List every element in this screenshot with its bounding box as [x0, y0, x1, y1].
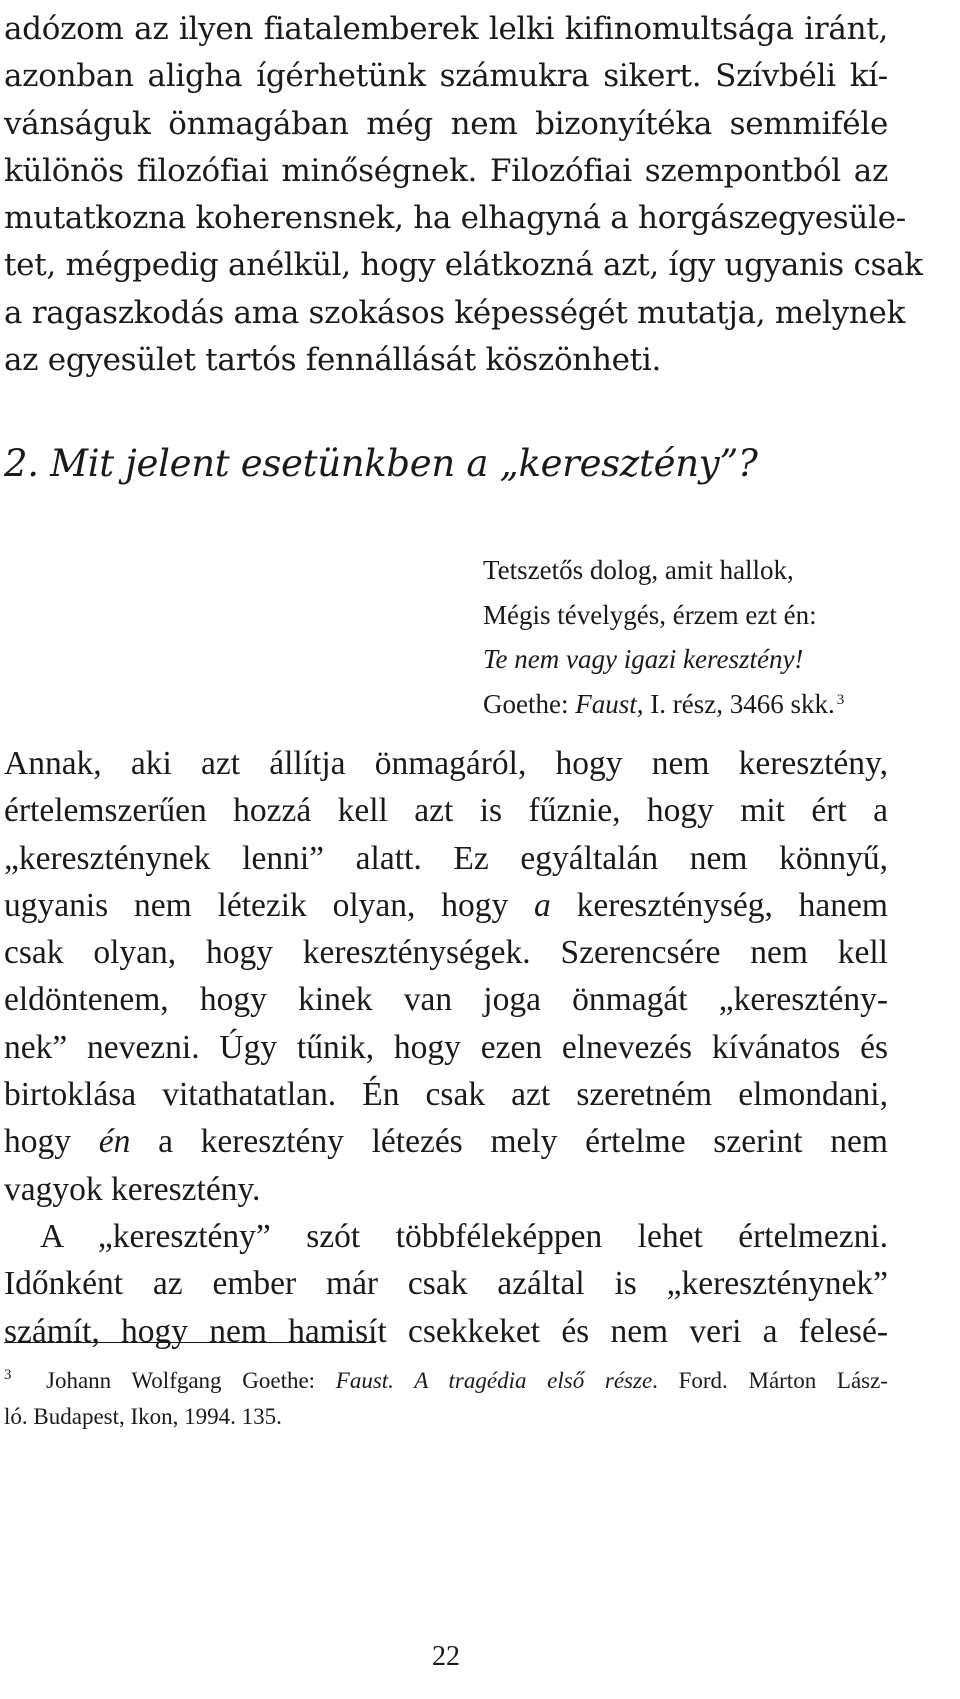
- epigraph: [483, 548, 883, 726]
- italic-emphasis: én: [98, 1123, 131, 1161]
- footnote: [4, 1363, 888, 1435]
- epigraph-line: Mégis tévelygés, érzem ezt én:: [483, 599, 817, 630]
- text-line: vagyok keresztény.: [4, 1170, 261, 1208]
- opening-paragraph: [4, 6, 923, 384]
- epigraph-italic-line: Te nem vagy igazi keresztény!: [483, 644, 804, 674]
- epigraph-line: Tetszetős dolog, amit hallok,: [483, 555, 794, 585]
- text-run: kereszténység, hanem: [550, 886, 888, 924]
- epigraph-source: [483, 682, 883, 727]
- text-line: [4, 882, 888, 929]
- epigraph-line: [483, 637, 883, 682]
- text-run: .: [388, 1368, 415, 1393]
- text-line: „kereszténynek lenni” alatt. Ez egyáltalán nem könnyű,: [4, 839, 888, 877]
- text-run: a keresztény létezés mely értelme szerint nem: [130, 1123, 888, 1161]
- text-line: az egyesület tartós fennállását köszönheti.: [4, 342, 662, 379]
- text-line: különös filozófiai minőségnek. Filozófiai szempontból az: [4, 152, 888, 189]
- text-line: csak olyan, hogy kereszténységek. Szerencsére nem kell: [4, 934, 888, 972]
- text-line: mutatkozna koherensnek, ha elhagyná a horgászegyesüle-: [4, 200, 906, 237]
- text-line: tet, mégpedig anélkül, hogy elátkozná azt, így ugyanis csak: [4, 247, 923, 284]
- italic-emphasis: a: [534, 886, 551, 924]
- text-line: a ragaszkodás ama szokásos képességét mutatja, melynek: [4, 294, 906, 331]
- italic-title: A tragédia első része: [414, 1368, 653, 1393]
- text-line: [4, 1118, 888, 1165]
- epigraph-location: , I. rész, 3466 skk.: [636, 688, 835, 719]
- italic-title: Faust: [335, 1368, 389, 1393]
- footnote-text: [46, 1363, 888, 1399]
- text-line: [46, 1363, 888, 1399]
- text-line: vánságuk önmagában még nem bizonyítéka semmiféle: [4, 105, 888, 142]
- text-line: értelemszerűen hozzá kell azt is fűznie, hogy mit ért a: [4, 792, 888, 830]
- text-line: birtoklása vitathatatlan. Én csak azt szeretném elmondani,: [4, 1076, 888, 1114]
- section-heading: 2. Mit jelent esetünkben a „keresztény”?: [4, 442, 758, 485]
- text-line: nek” nevezni. Úgy tűnik, hogy ezen elnevezés kívánatos és: [4, 1028, 888, 1066]
- text-line: Időnként az ember már csak azáltal is „kereszténynek”: [4, 1265, 888, 1303]
- footnote-reference: 3: [836, 691, 845, 708]
- text-line: ló. Budapest, Ikon, 1994. 135.: [4, 1404, 282, 1429]
- main-paragraph: [4, 740, 888, 1355]
- text-line: Annak, aki azt állítja önmagáról, hogy nem keresztény,: [4, 745, 888, 782]
- text-run: ugyanis nem létezik olyan, hogy: [4, 886, 535, 924]
- text-run: Johann Wolfgang Goethe:: [46, 1368, 336, 1393]
- text-line: azonban aligha ígérhetünk számukra sikert. Szívbéli kí-: [4, 58, 888, 95]
- footnote-divider: [4, 1342, 376, 1343]
- text-line: A „keresztény” szót többféleképpen lehet értelmezni.: [40, 1217, 888, 1255]
- text-line: adózom az ilyen fiatalemberek lelki kifinomultsága iránt,: [4, 11, 888, 47]
- text-run: hogy: [4, 1123, 99, 1161]
- epigraph-author: Goethe:: [483, 688, 576, 719]
- epigraph-work-title: Faust: [575, 688, 637, 719]
- text-run: . Ford. Márton Lász-: [652, 1368, 888, 1393]
- text-line: számít, hogy nem hamisít csekkeket és nem veri a felesé-: [4, 1312, 888, 1350]
- footnote-mark: 3: [4, 1367, 12, 1383]
- text-line: eldöntenem, hogy kinek van joga önmagát „keresztény-: [4, 981, 888, 1019]
- page-number: 22: [432, 1641, 460, 1672]
